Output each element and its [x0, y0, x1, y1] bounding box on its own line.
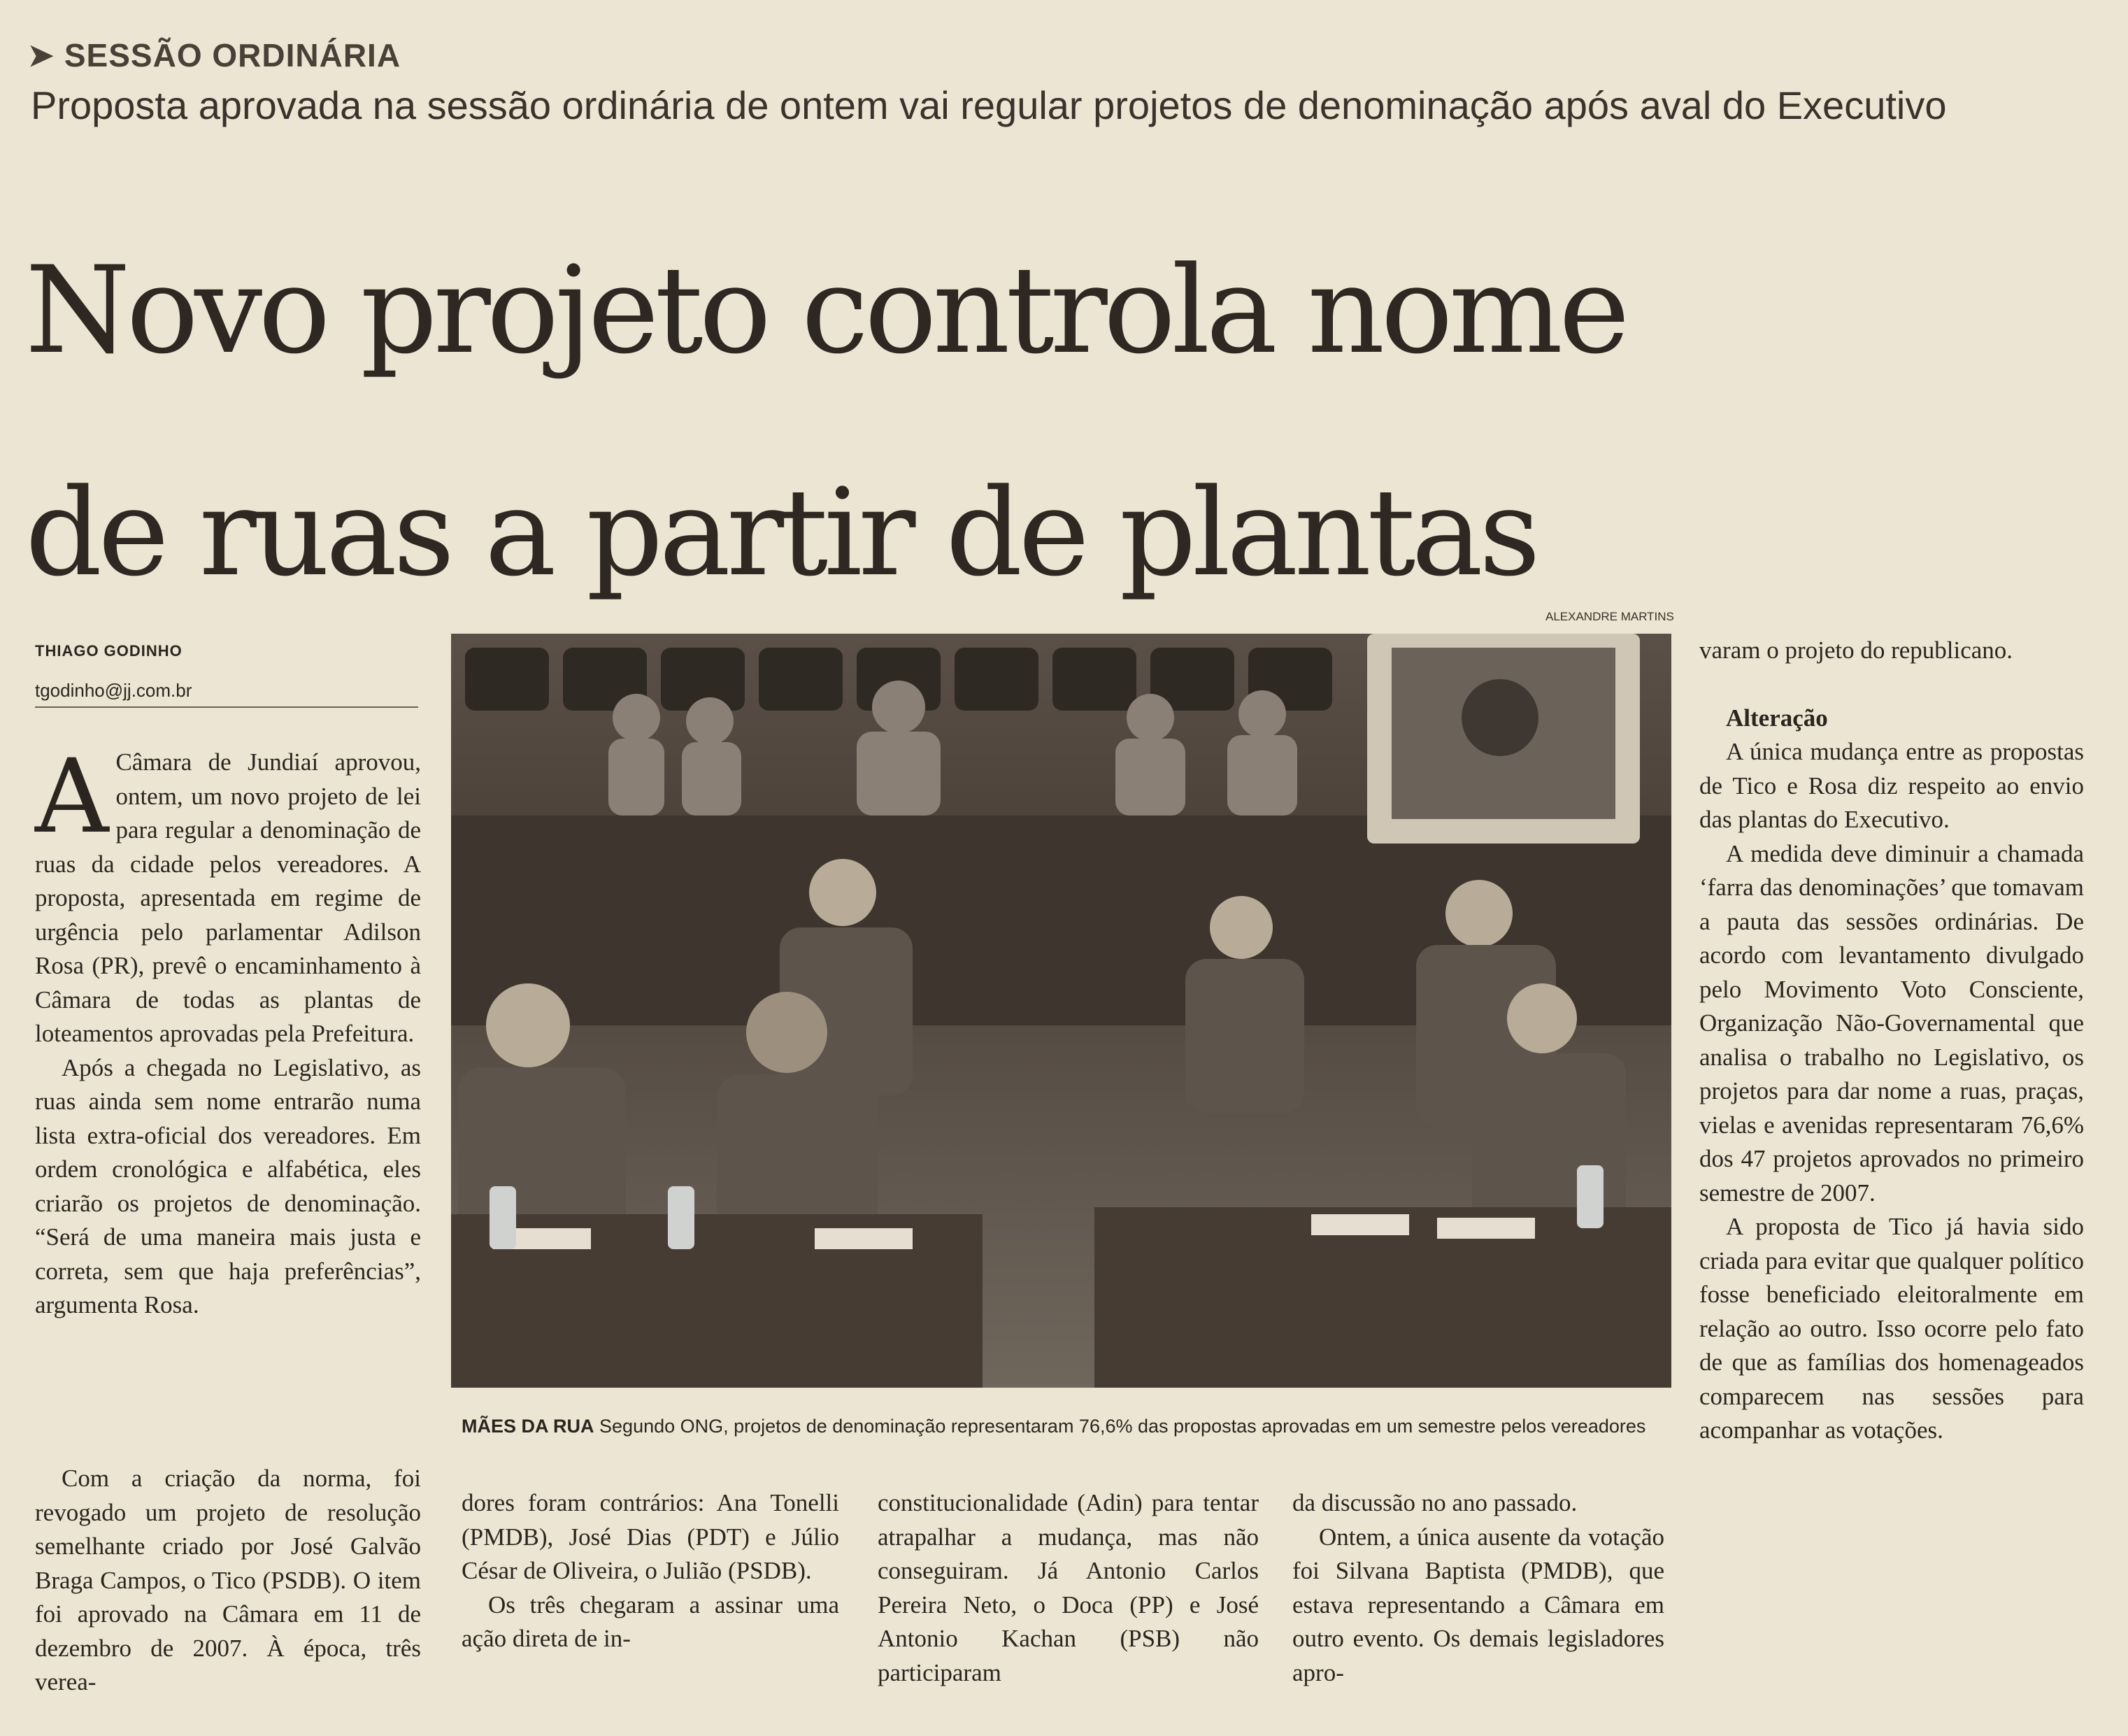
paragraph: Câmara de Jundiaí aprovou, ontem, um novo projeto de lei para regular a denominação de ruas da cidade pelos vereadores. A proposta, apresentada em regime de urgência pelo parlamentar Adilson Rosa (PR), prevê o encaminhamento à Câmara de todas as plantas de loteamentos aprovadas pela Prefeitura. — [35, 748, 421, 1047]
paragraph: A única mudança entre as propostas de Tico e Rosa diz respeito ao envio das plantas do Executivo. — [1699, 738, 2084, 833]
paragraph: Após a chegada no Legislativo, as ruas ainda sem nome entrarão numa lista extra-oficial dos vereadores. Em ordem cronológica e alfabética, eles criarão os projetos de denominação. “Será de uma maneira mais justa e correta, sem que haja preferências”, argumenta Rosa. — [35, 1053, 421, 1318]
photo-credit: ALEXANDRE MARTINS — [1545, 610, 1674, 623]
article-column-3 — [878, 1486, 1259, 1690]
caption-label: MÃES DA RUA — [462, 1416, 594, 1437]
drop-cap: A — [35, 737, 109, 856]
arrow-right-icon: ➤ — [28, 38, 55, 73]
caption-text: Segundo ONG, projetos de denominação representaram 76,6% das propostas aprovadas em um semestre pelos vereadores — [599, 1416, 1646, 1437]
subhead: Proposta aprovada na sessão ordinária de ontem vai regular projetos de denominação após aval do Executivo — [31, 83, 1947, 127]
headline-line-2: de ruas a partir de plantas — [25, 462, 1537, 603]
paragraph: constitucionalidade (Adin) para tentar atrapalhar a mudança, mas não conseguiram. Já Antonio Carlos Pereira Neto, o Doca (PP) e José Antonio Kachan (PSB) não participaram — [878, 1489, 1259, 1686]
byline — [35, 642, 192, 702]
section-subtitle: Alteração — [1726, 704, 1828, 732]
paragraph: A proposta de Tico já havia sido criada para evitar que qualquer político fosse beneficiado eleitoralmente em relação ao outro. Isso ocorre pelo fato de que as famílias dos homenageados comparecem nas sessões para acompanhar as votações. — [1699, 1213, 2084, 1444]
council-session-photo — [451, 634, 1671, 1388]
paragraph: Ontem, a única ausente da votação foi Silvana Baptista (PMDB), que estava representando a Câmara em outro evento. Os demais legisladores apro- — [1292, 1523, 1664, 1686]
article-column-5 — [1699, 634, 2084, 1448]
paragraph: Os três chegaram a assinar uma ação direta de in- — [462, 1591, 839, 1652]
author-email: tgodinho@jj.com.br — [35, 680, 192, 701]
photo-illustration — [451, 634, 1671, 1388]
paragraph: varam o projeto do republicano. — [1699, 636, 2013, 664]
section-tag — [28, 36, 401, 74]
photo-caption — [462, 1416, 1678, 1437]
author-name: THIAGO GODINHO — [35, 642, 183, 660]
headline — [25, 199, 2109, 644]
article-column-1-bottom — [35, 1462, 421, 1700]
paragraph: da discussão no ano passado. — [1292, 1489, 1578, 1516]
paragraph: A medida deve diminuir a chamada ‘farra das denominações’ que tomavam a pauta das sessões ordinárias. De acordo com levantamento divulgado pelo Movimento Voto Consciente, Organização Não-Governamental que analisa o trabalho no Legislativo, os projetos para dar nome a ruas, praças, vielas e avenidas representaram 76,6% dos 47 projetos aprovados no primeiro semestre de 2007. — [1699, 839, 2084, 1207]
paragraph: dores foram contrários: Ana Tonelli (PMDB), José Dias (PDT) e Júlio César de Oliveira, o Julião (PSDB). — [462, 1489, 839, 1584]
article-column-4 — [1292, 1486, 1664, 1690]
section-tag-label: SESSÃO ORDINÁRIA — [64, 37, 401, 73]
paragraph: Com a criação da norma, foi revogado um projeto de resolução semelhante criado por José Galvão Braga Campos, o Tico (PSDB). O item foi aprovado na Câmara em 11 de dezembro de 2007. À época, três verea- — [35, 1465, 421, 1695]
article-column-2 — [462, 1486, 839, 1656]
byline-divider — [35, 706, 418, 708]
article-column-1 — [35, 737, 421, 1323]
headline-line-1: Novo projeto controla nome — [25, 240, 1626, 380]
